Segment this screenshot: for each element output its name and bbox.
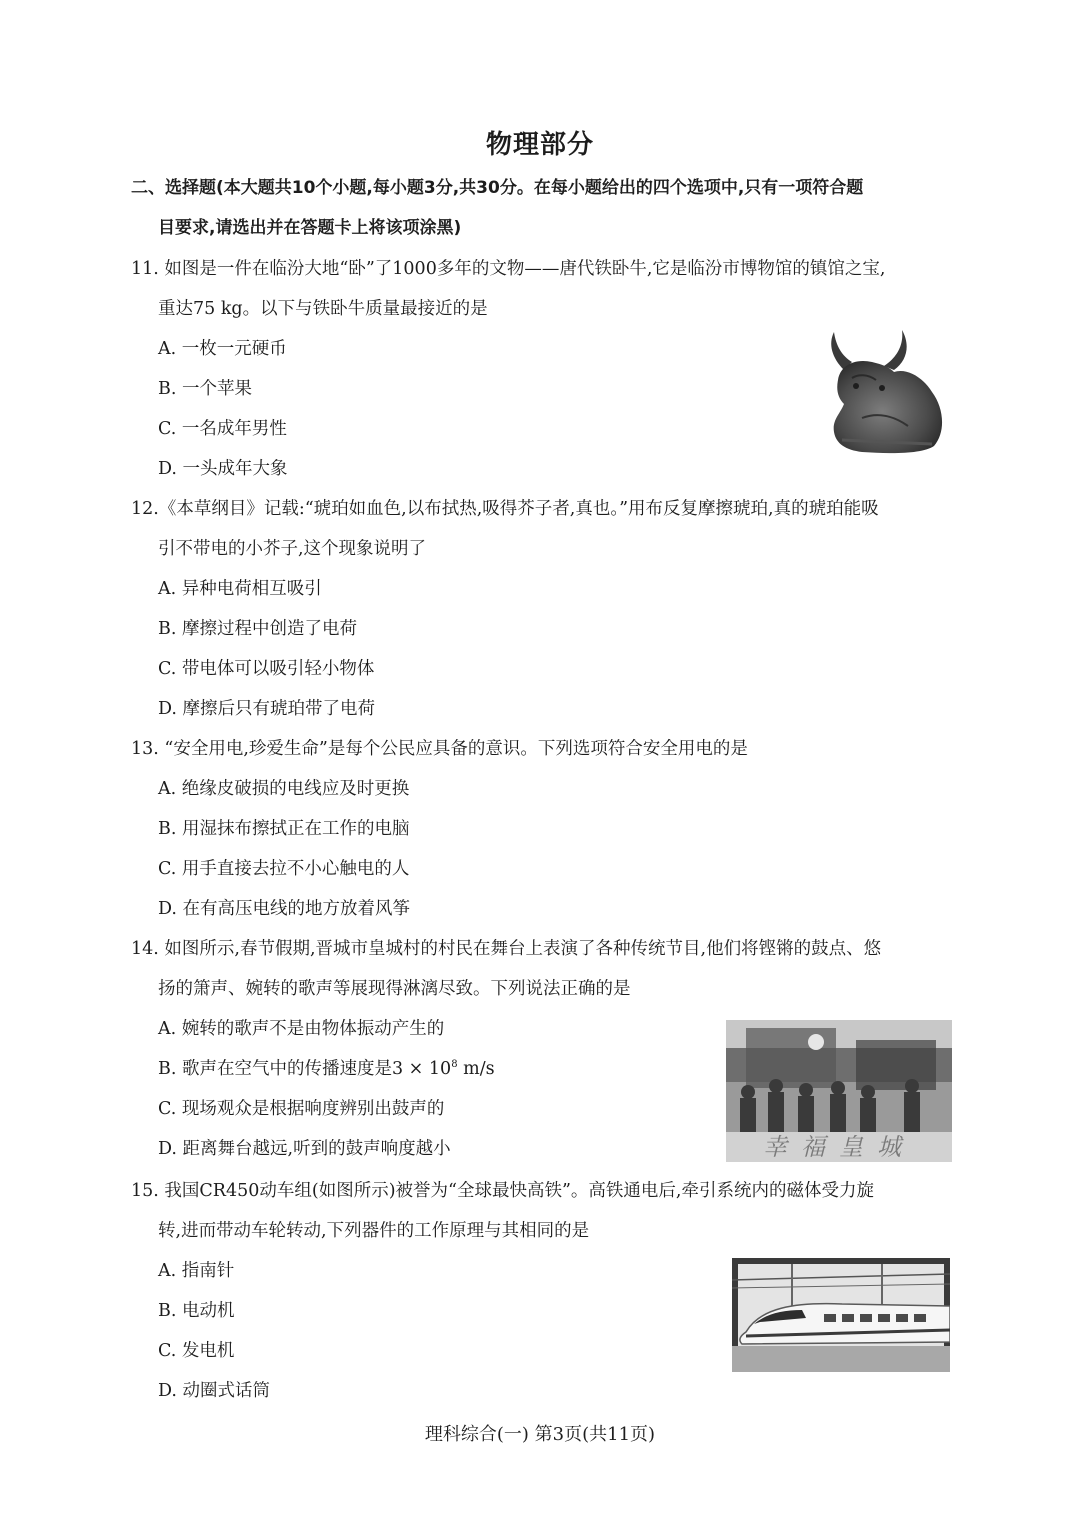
q13-option-d: D. 在有高压电线的地方放着风筝: [158, 899, 411, 919]
iron-ox-figure: [822, 328, 948, 456]
q14-stem-line1: 14. 如图所示,春节假期,晋城市皇城村的村民在舞台上表演了各种传统节目,他们将铿锵的鼓点、悠: [131, 939, 882, 959]
q13-option-a: A. 绝缘皮破损的电线应及时更换: [158, 779, 410, 799]
section-heading: [131, 168, 961, 248]
q14-option-b: [158, 1056, 495, 1082]
q11-option-d: D. 一头成年大象: [158, 459, 288, 479]
page-title: 物理部分: [485, 130, 594, 160]
q11-option-a: A. 一枚一元硬币: [158, 339, 287, 359]
q12-option-d: D. 摩擦后只有琥珀带了电荷: [158, 699, 376, 719]
q12-option-c: C. 带电体可以吸引轻小物体: [158, 659, 375, 679]
q15-option-b: B. 电动机: [158, 1301, 235, 1321]
q12-option-a: A. 异种电荷相互吸引: [158, 579, 322, 599]
q14-option-b-unit: m/s: [457, 1059, 495, 1079]
q13-stem-line1: 13. “安全用电,珍爱生命”是每个公民应具备的意识。下列选项符合安全用电的是: [131, 739, 748, 759]
q14-option-a: A. 婉转的歌声不是由物体振动产生的: [158, 1019, 445, 1039]
q15-stem-line2: 转,进而带动车轮转动,下列器件的工作原理与其相同的是: [158, 1221, 590, 1241]
q15-option-a: A. 指南针: [158, 1261, 235, 1281]
q12-stem-line1: 12.《本草纲目》记载:“琥珀如血色,以布拭热,吸得芥子者,真也。”用布反复摩擦琥珀,真的琥珀能吸: [131, 499, 879, 519]
section-heading-line2: 目要求,请选出并在答题卡上将该项涂黑): [158, 218, 462, 238]
section-heading-line1: 二、选择题(本大题共10个小题,每小题3分,共30分。在每小题给出的四个选项中,只有一项符合题: [131, 178, 864, 198]
stage-performance-figure: [726, 1020, 952, 1162]
q14-option-c: C. 现场观众是根据响度辨别出鼓声的: [158, 1099, 445, 1119]
q15-option-c: C. 发电机: [158, 1341, 235, 1361]
stage-watermark-text: 幸福皇城: [763, 1133, 915, 1161]
q12-stem-line2: 引不带电的小芥子,这个现象说明了: [158, 539, 427, 559]
q11-option-b: B. 一个苹果: [158, 379, 252, 399]
q14-option-d: D. 距离舞台越远,听到的鼓声响度越小: [158, 1139, 451, 1159]
q13-option-c: C. 用手直接去拉不小心触电的人: [158, 859, 410, 879]
q14-option-b-text: B. 歌声在空气中的传播速度是3 × 10: [158, 1059, 452, 1079]
q15-stem-line1: 15. 我国CR450动车组(如图所示)被誉为“全球最快高铁”。高铁通电后,牵引系统内的磁体受力旋: [131, 1181, 874, 1201]
q15-option-d: D. 动圈式话筒: [158, 1381, 271, 1401]
q11-option-c: C. 一名成年男性: [158, 419, 287, 439]
q11-stem-line2: 重达75 kg。以下与铁卧牛质量最接近的是: [158, 299, 488, 319]
q11-stem-line1: 11. 如图是一件在临汾大地“卧”了1000多年的文物——唐代铁卧牛,它是临汾市博物馆的镇馆之宝,: [131, 259, 886, 279]
high-speed-train-figure: [732, 1258, 950, 1372]
q12-option-b: B. 摩擦过程中创造了电荷: [158, 619, 357, 639]
q14-option-b-exponent: 8: [451, 1059, 458, 1071]
q14-stem-line2: 扬的箫声、婉转的歌声等展现得淋漓尽致。下列说法正确的是: [158, 979, 631, 999]
page-footer: 理科综合(一) 第3页(共11页): [424, 1424, 656, 1445]
q13-option-b: B. 用湿抹布擦拭正在工作的电脑: [158, 819, 410, 839]
